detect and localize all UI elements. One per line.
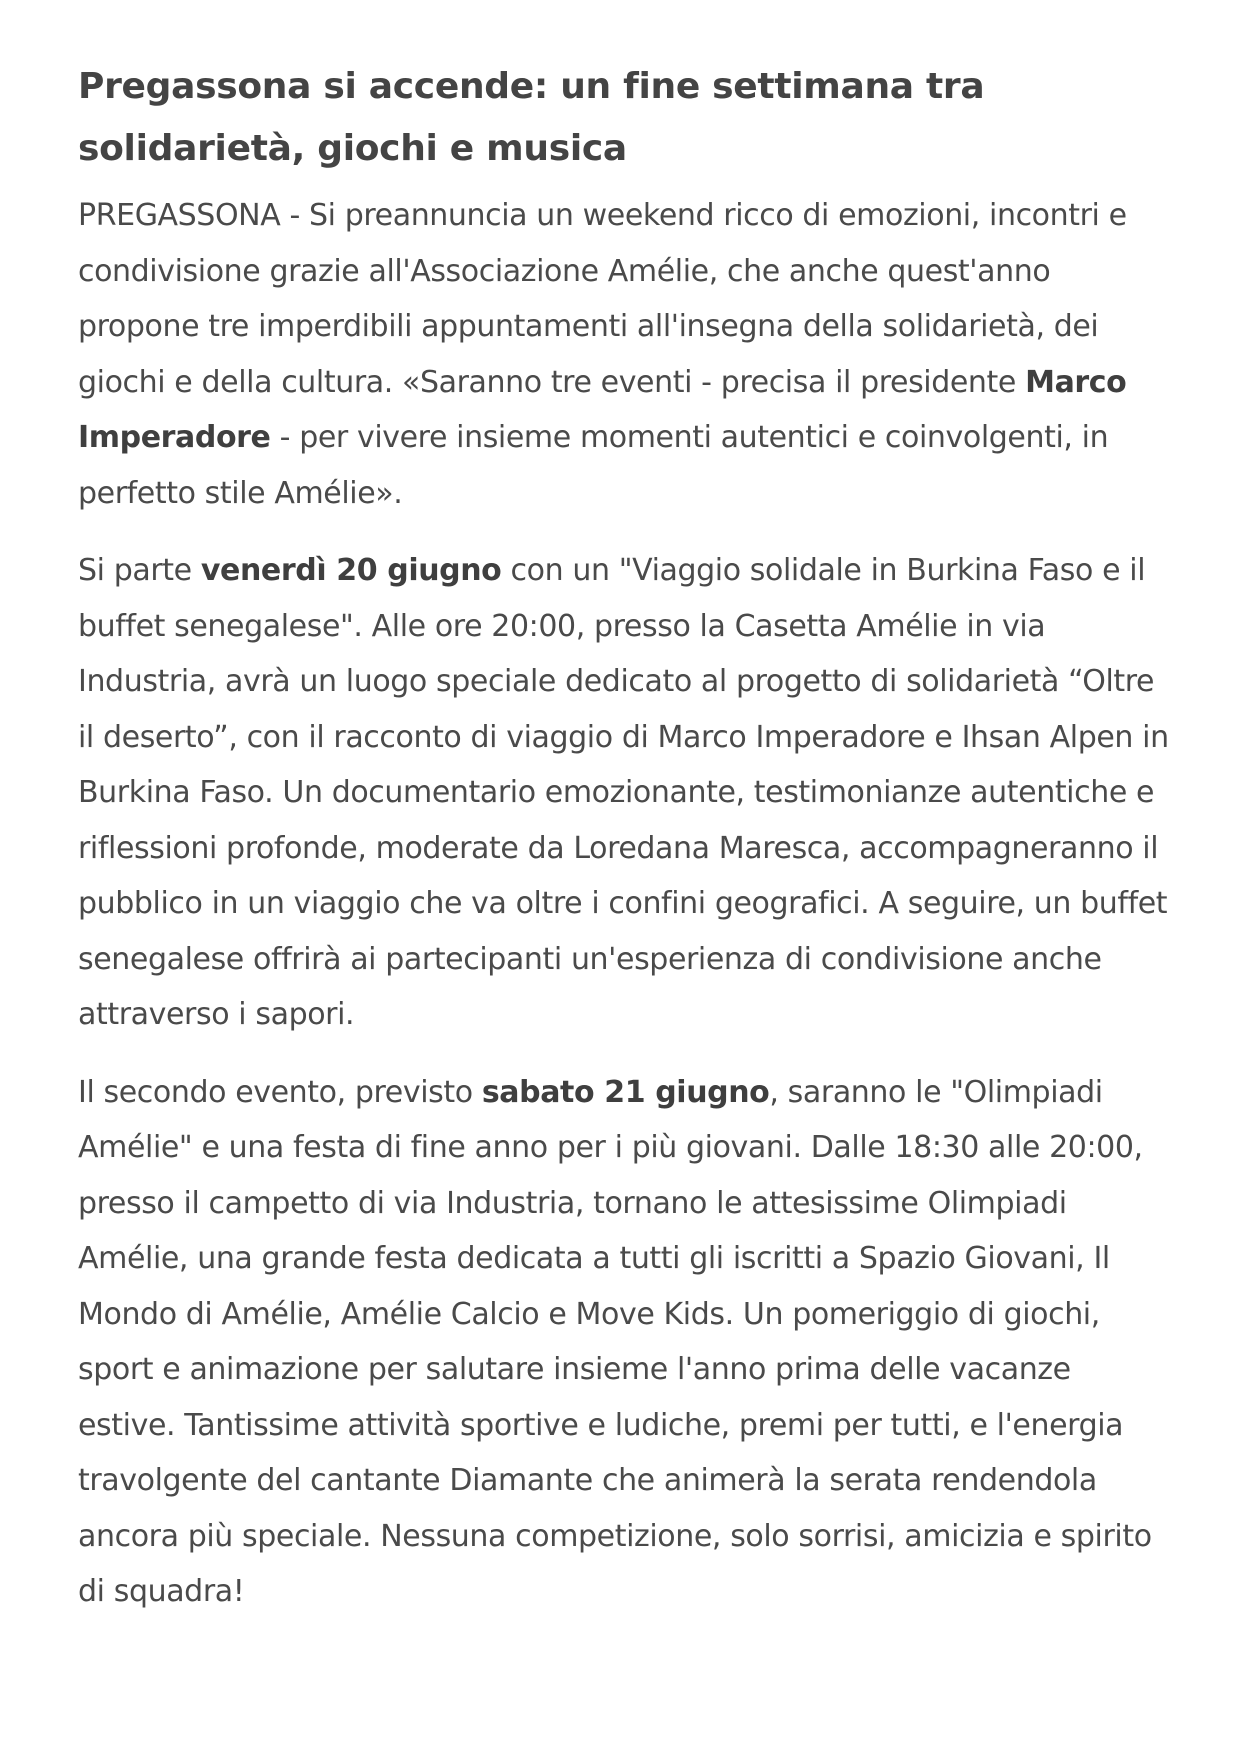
paragraph-text: , saranno le "Olimpiadi Amélie" e una festa di fine anno per i più giovani. Dalle 18:30 alle 20:00, presso il campetto di via Industria, tornano le attesissime Olimpiadi Amélie, una grande festa dedicata a tutti gli iscritti a Spazio Giovani, Il Mondo di Amélie, Amélie Calcio e Move Kids. Un pomeriggio di giochi, sport e animazione per salutare insieme l'anno prima delle vacanze estive. Tantissime attività sportive e ludiche, premi per tutti, e l'energia travolgente del cantante Diamante che animerà la serata rendendola ancora più speciale. Nessuna competizione, solo sorrisi, amicizia e spirito di squadra! <box>78 1074 1152 1609</box>
paragraph-intro <box>78 188 1170 521</box>
first-event-date: venerdì 20 giugno <box>200 553 502 588</box>
paragraph-text: Si parte <box>78 553 201 588</box>
second-event-date: sabato 21 giugno <box>481 1074 770 1110</box>
paragraph-text: - per vivere insieme momenti autentici e coinvolgenti, in perfetto stile Amélie». <box>78 420 1109 511</box>
paragraph-text: PREGASSONA - Si preannuncia un weekend ricco di emozioni, incontri e condivisione grazie all'Associazione Amélie, che anche quest'anno propone tre imperdibili appuntamenti all'insegna della solidarietà, dei giochi e della cultura. «Saranno tre eventi - precisa il presidente <box>78 198 1127 400</box>
article-title: Pregassona si accende: un fine settimana tra solidarietà, giochi e musica <box>78 66 985 169</box>
article <box>78 56 1170 1642</box>
paragraph-second-event <box>78 1065 1170 1620</box>
paragraph-text: con un "Viaggio solidale in Burkina Faso e il buffet senegalese". Alle ore 20:00, presso la Casetta Amélie in via Industria, avrà un luogo speciale dedicato al progetto di solidarietà “Oltre il deserto”, con il racconto di viaggio di Marco Imperadore e Ihsan Alpen in Burkina Faso. Un documentario emozionante, testimonianze autentiche e riflessioni profonde, moderate da Loredana Maresca, accompagneranno il pubblico in un viaggio che va oltre i confini geografici. A seguire, un buffet senegalese offrirà ai partecipanti un'esperienza di condivisione anche attraverso i sapori. <box>78 553 1169 1032</box>
president-name: Marco Imperadore <box>78 364 1127 455</box>
paragraph-first-event <box>78 543 1170 1043</box>
paragraph-text: Il secondo evento, previsto <box>78 1074 482 1110</box>
